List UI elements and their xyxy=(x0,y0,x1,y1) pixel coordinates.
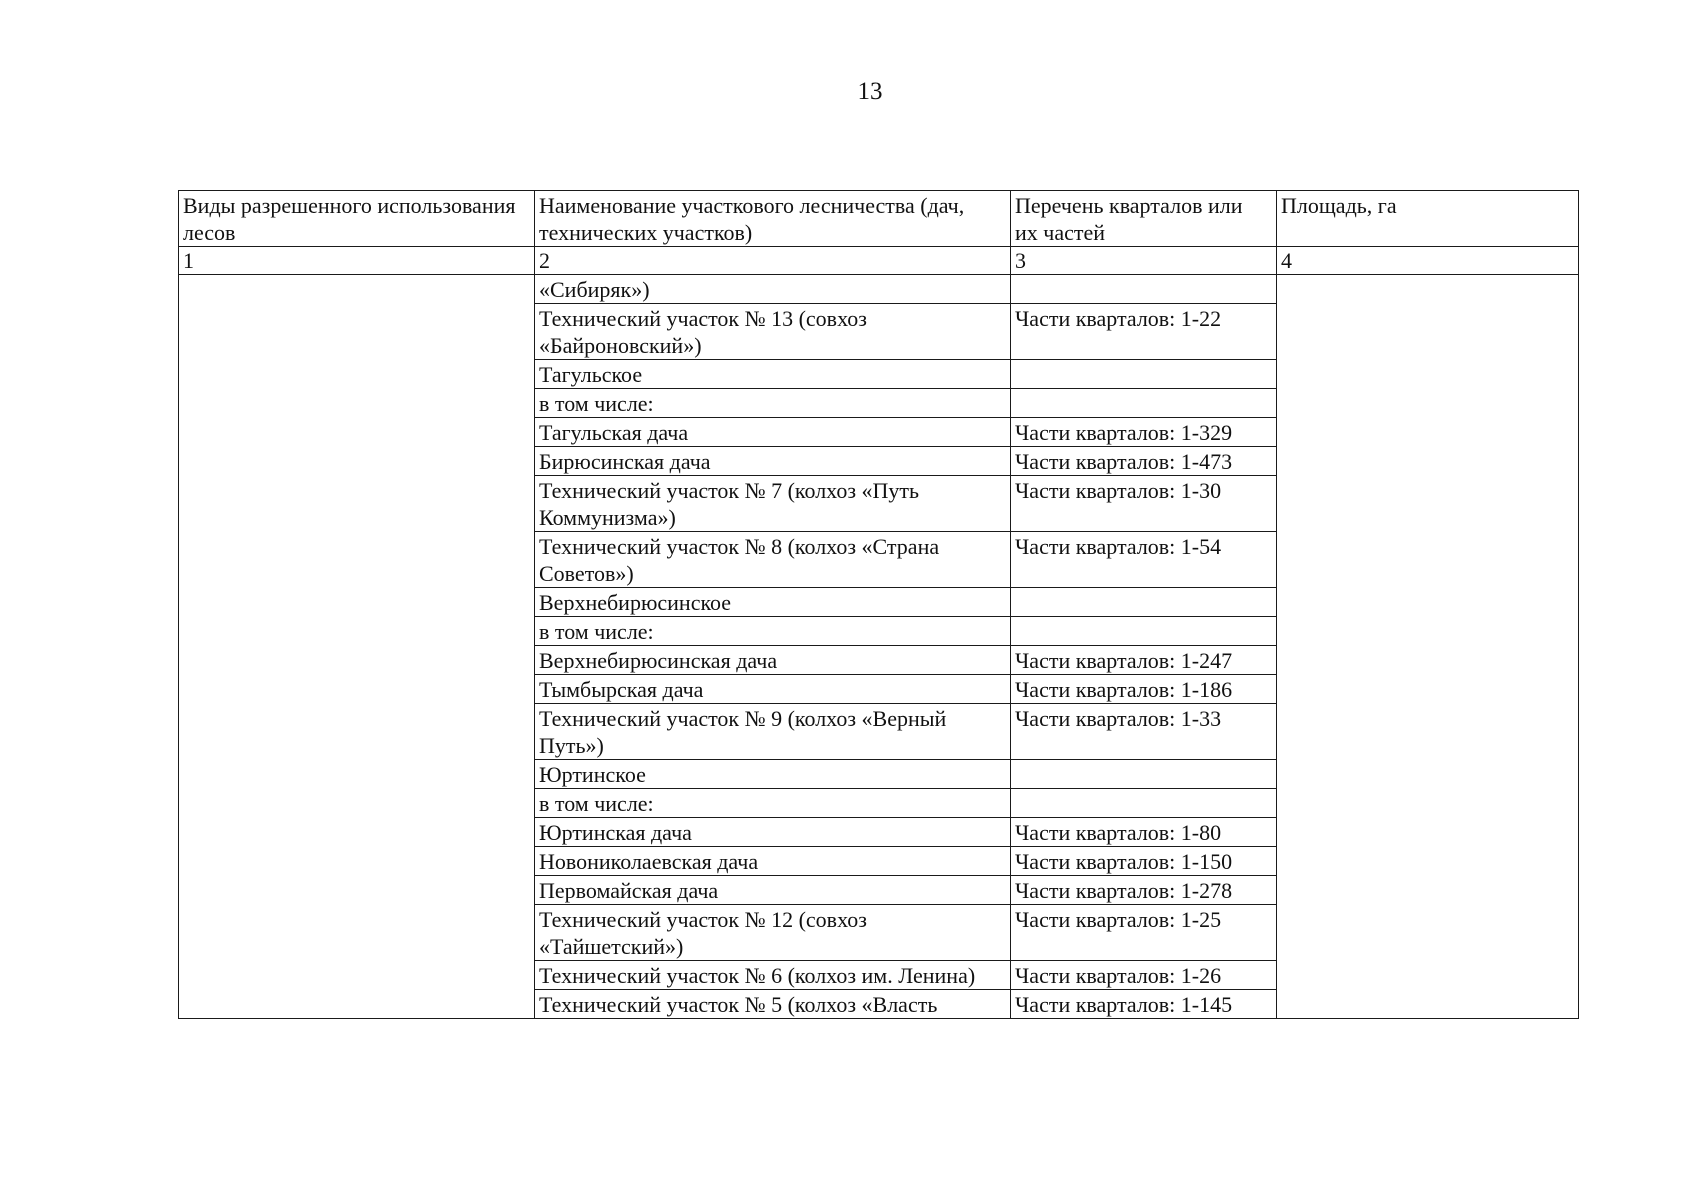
quarters-cell: Части кварталов: 1-473 xyxy=(1011,447,1277,476)
header-usage-types: Виды разрешенного использования лесов xyxy=(179,191,535,247)
quarters-cell: Части кварталов: 1-26 xyxy=(1011,961,1277,990)
quarters-cell: Части кварталов: 1-186 xyxy=(1011,675,1277,704)
quarters-cell: Части кварталов: 1-145 xyxy=(1011,990,1277,1019)
forestry-name-cell: Юртинское xyxy=(535,760,1011,789)
forestry-name-cell: Тагульская дача xyxy=(535,418,1011,447)
forestry-name-cell: Технический участок № 6 (колхоз им. Ленина) xyxy=(535,961,1011,990)
forestry-name-cell: Технический участок № 8 (колхоз «Страна Советов») xyxy=(535,532,1011,588)
forestry-name-cell: Новониколаевская дача xyxy=(535,847,1011,876)
quarters-cell xyxy=(1011,360,1277,389)
forestry-name-cell: в том числе: xyxy=(535,389,1011,418)
column-number: 1 xyxy=(179,247,535,275)
forest-use-table xyxy=(178,190,1579,1019)
forestry-name-cell: Тагульское xyxy=(535,360,1011,389)
header-area: Площадь, га xyxy=(1277,191,1579,247)
quarters-cell xyxy=(1011,588,1277,617)
forestry-name-cell: в том числе: xyxy=(535,789,1011,818)
forestry-name-cell: Технический участок № 13 (совхоз «Байроновский») xyxy=(535,304,1011,360)
forestry-name-cell: Технический участок № 5 (колхоз «Власть xyxy=(535,990,1011,1019)
forestry-name-cell: Технический участок № 9 (колхоз «Верный Путь») xyxy=(535,704,1011,760)
quarters-cell: Части кварталов: 1-150 xyxy=(1011,847,1277,876)
forestry-name-cell: «Сибиряк») xyxy=(535,275,1011,304)
quarters-cell: Части кварталов: 1-22 xyxy=(1011,304,1277,360)
quarters-cell: Части кварталов: 1-247 xyxy=(1011,646,1277,675)
quarters-cell: Части кварталов: 1-278 xyxy=(1011,876,1277,905)
forestry-name-cell: Верхнебирюсинское xyxy=(535,588,1011,617)
column-number-row xyxy=(179,247,1579,275)
header-quarters-list: Перечень кварталов или их частей xyxy=(1011,191,1277,247)
quarters-cell: Части кварталов: 1-54 xyxy=(1011,532,1277,588)
table-row xyxy=(179,275,1579,304)
quarters-cell: Части кварталов: 1-80 xyxy=(1011,818,1277,847)
quarters-cell xyxy=(1011,789,1277,818)
page-number: 13 xyxy=(857,78,883,105)
quarters-cell: Части кварталов: 1-33 xyxy=(1011,704,1277,760)
usage-type-cell xyxy=(179,275,535,1019)
column-number: 4 xyxy=(1277,247,1579,275)
forestry-name-cell: в том числе: xyxy=(535,617,1011,646)
forestry-name-cell: Первомайская дача xyxy=(535,876,1011,905)
quarters-cell: Части кварталов: 1-30 xyxy=(1011,476,1277,532)
forestry-name-cell: Верхнебирюсинская дача xyxy=(535,646,1011,675)
header-forestry-name: Наименование участкового лесничества (дач, технических участков) xyxy=(535,191,1011,247)
forestry-name-cell: Тымбырская дача xyxy=(535,675,1011,704)
area-cell xyxy=(1277,275,1579,1019)
forestry-name-cell: Технический участок № 12 (совхоз «Тайшетский») xyxy=(535,905,1011,961)
table-header-row xyxy=(179,191,1579,247)
column-number: 3 xyxy=(1011,247,1277,275)
quarters-cell xyxy=(1011,275,1277,304)
quarters-cell xyxy=(1011,389,1277,418)
quarters-cell: Части кварталов: 1-25 xyxy=(1011,905,1277,961)
forestry-name-cell: Бирюсинская дача xyxy=(535,447,1011,476)
quarters-cell: Части кварталов: 1-329 xyxy=(1011,418,1277,447)
forestry-name-cell: Технический участок № 7 (колхоз «Путь Коммунизма») xyxy=(535,476,1011,532)
quarters-cell xyxy=(1011,617,1277,646)
column-number: 2 xyxy=(535,247,1011,275)
quarters-cell xyxy=(1011,760,1277,789)
forestry-name-cell: Юртинская дача xyxy=(535,818,1011,847)
